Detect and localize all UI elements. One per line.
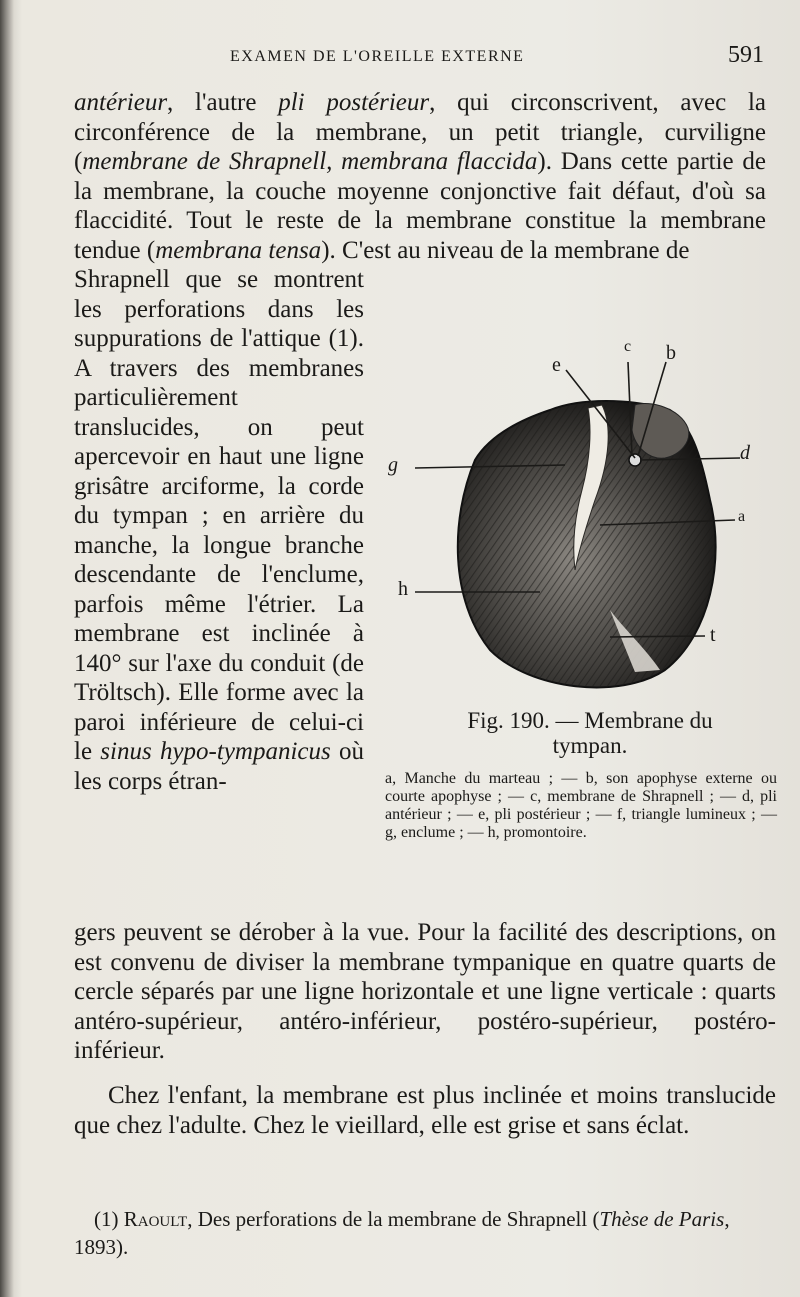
figure-title: Fig. 190. — Membrane du tympan. bbox=[467, 708, 713, 758]
figure-caption: a, Manche du marteau ; — b, son apophyse externe ou courte apophyse ; — c, membrane de Shrapnell ; — d, pli antérieur ; — e, pli postérieur ; — f, triangle lumineux ; — g, enclume ; — h, promontoire. bbox=[385, 770, 777, 841]
footnote bbox=[74, 1205, 778, 1261]
text-italic-shrapnell: membrane de Shrapnell, membrana flaccida bbox=[82, 148, 538, 175]
text-run: , l'autre bbox=[167, 89, 279, 116]
footnote-author: Raoult bbox=[123, 1207, 188, 1231]
text-run: ). Dans cette partie de la membrane, la couche moyenne conjonctive fait défaut, d'où sa flaccidité. Tout le reste de la membrane constitue la membrane tendue ( bbox=[74, 148, 766, 264]
tympanic-membrane-illustration bbox=[380, 330, 790, 700]
label-g: g bbox=[388, 454, 398, 476]
label-a: a bbox=[738, 508, 746, 525]
footnote-source: Thèse de Paris bbox=[599, 1207, 725, 1231]
running-head: EXAMEN DE L'OREILLE EXTERNE bbox=[230, 48, 525, 65]
text-italic-tensa: membrana tensa bbox=[155, 236, 322, 264]
page-header bbox=[0, 42, 800, 76]
figure-190 bbox=[380, 330, 790, 890]
footnote-text: , Des perforations de la membrane de Shrapnell ( bbox=[187, 1207, 600, 1231]
label-t: t bbox=[710, 624, 716, 646]
label-b: b bbox=[666, 342, 676, 364]
wrapped-column bbox=[74, 265, 364, 796]
label-d: d bbox=[740, 442, 750, 464]
label-h: h bbox=[398, 578, 408, 600]
text-italic-anterieur: antérieur bbox=[74, 89, 168, 116]
text-run: où les corps étran- bbox=[74, 738, 364, 795]
page-number: 591 bbox=[728, 42, 764, 68]
short-process bbox=[629, 454, 641, 466]
text-run: ). C'est au niveau de la membrane de bbox=[321, 236, 690, 264]
text-run: Shrapnell que se montrent les perforations dans les suppurations de l'attique (1). A travers des membranes particulièrement translucides, on peut apercevoir en haut une ligne grisâtre arciforme, la corde du tympan ; en arrière du manche, la longue branche descendante de l'enclume, parfois même l'étrier. La membrane est inclinée à 140° sur l'axe du conduit (de Tröltsch). Elle forme avec la paroi inférieure de celui-ci le bbox=[74, 266, 364, 765]
text-run: , qui circonscrivent, avec la circonférence de la membrane, un petit triangle, curviligne ( bbox=[74, 89, 766, 175]
paragraph-bottom: gers peuvent se dérober à la vue. Pour la facilité des descriptions, on est convenu de diviser la membrane tympanique en quatre quarts de cercle séparés par une ligne horizontale et une ligne verticale : quarts antéro-supérieur, antéro-inférieur, postéro-supérieur, postéro-inférieur. bbox=[74, 919, 776, 1064]
text-italic-sinus: sinus hypo-tympanicus bbox=[100, 738, 331, 765]
label-c: c bbox=[624, 338, 632, 355]
paragraph-last: Chez l'enfant, la membrane est plus inclinée et moins translucide que chez l'adulte. Chez le vieillard, elle est grise et sans éclat. bbox=[74, 1082, 776, 1139]
footnote-year: , 1893). bbox=[74, 1207, 730, 1259]
label-e: e bbox=[552, 354, 561, 376]
text-italic-pli-posterieur: pli postérieur bbox=[278, 89, 430, 116]
footnote-marker: (1) bbox=[94, 1207, 119, 1231]
membrane-body bbox=[458, 401, 716, 687]
